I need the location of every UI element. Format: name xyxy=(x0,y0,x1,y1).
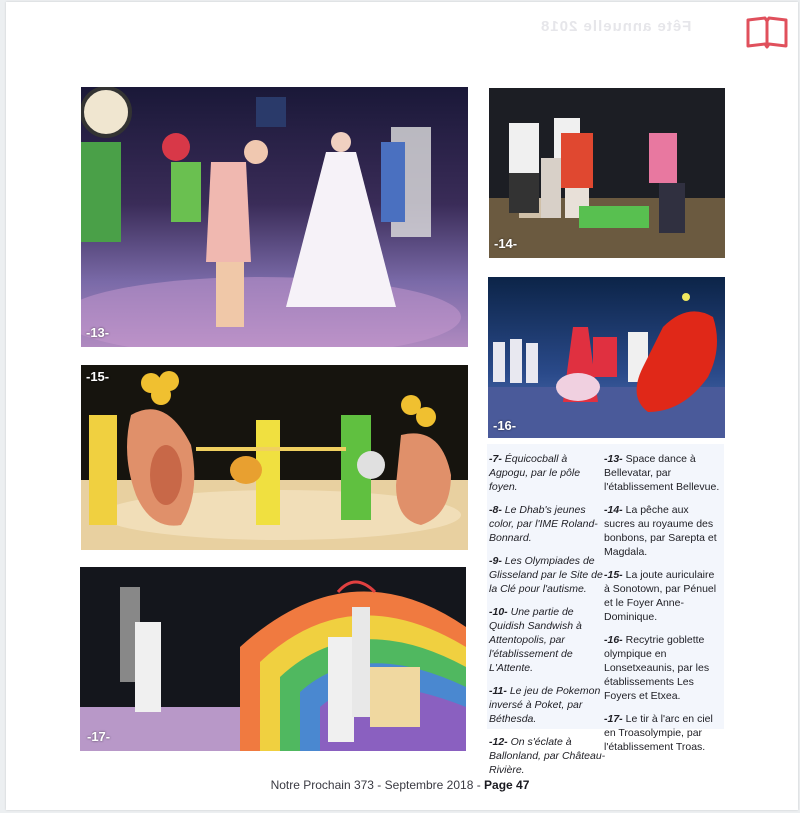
photo-14-label: -14- xyxy=(494,236,518,251)
caption-16: -16- Recytrie goblette olympique en Lonsetxeaunis, par les établissements Les Foyers et Etxea. xyxy=(604,634,710,702)
photo-14 xyxy=(489,88,725,258)
section-title: Fête annuelle 2018 xyxy=(540,18,692,35)
caption-10: -10- Une partie de Quidish Sandwish à Attentopolis, par l'établissement de L'Attente. xyxy=(489,606,582,674)
captions-panel xyxy=(487,444,724,776)
photo-13-label: -13- xyxy=(86,325,110,340)
caption-9: -9- Les Olympiades de Glisseland par le Site de la Clé pour l'autisme. xyxy=(489,555,603,595)
book-icon xyxy=(744,14,790,50)
photo-15-label: -15- xyxy=(86,369,110,384)
captions-right-column xyxy=(604,452,722,763)
caption-14: -14- La pêche aux sucres au royaume des bonbons, par Sarepta et Magdala. xyxy=(604,504,717,558)
caption-15: -15- La joute auriculaire à Sonotown, par Pénuel et le Foyer Anne-Dominique. xyxy=(604,569,717,623)
photo-17 xyxy=(80,567,466,751)
photo-17-label: -17- xyxy=(87,729,111,744)
caption-12: -12- On s'éclate à Ballonland, par Château-Rivière. xyxy=(489,736,606,776)
photo-16 xyxy=(488,277,725,438)
caption-17: -17- Le tir à l'arc en ciel en Troasolympie, par l'établissement Troas. xyxy=(604,713,713,753)
photo-16-label: -16- xyxy=(493,418,517,433)
caption-11: -11- Le jeu de Pokemon inversé à Poket, par Béthesda. xyxy=(489,685,601,725)
page-number: Page 47 xyxy=(484,778,530,792)
captions-left-column xyxy=(489,452,607,786)
footer-text: Notre Prochain 373 - Septembre 2018 - xyxy=(270,778,485,792)
caption-13: -13- Space dance à Bellevatar, par l'établissement Bellevue. xyxy=(604,453,720,493)
page-footer xyxy=(0,778,800,792)
caption-7: -7- Équicocball à Agpogu, par le pôle foyen. xyxy=(489,453,581,493)
photo-15 xyxy=(81,365,468,550)
photo-13 xyxy=(81,87,468,347)
caption-8: -8- Le Dhab's jeunes color, par l'IME Roland-Bonnard. xyxy=(489,504,598,544)
